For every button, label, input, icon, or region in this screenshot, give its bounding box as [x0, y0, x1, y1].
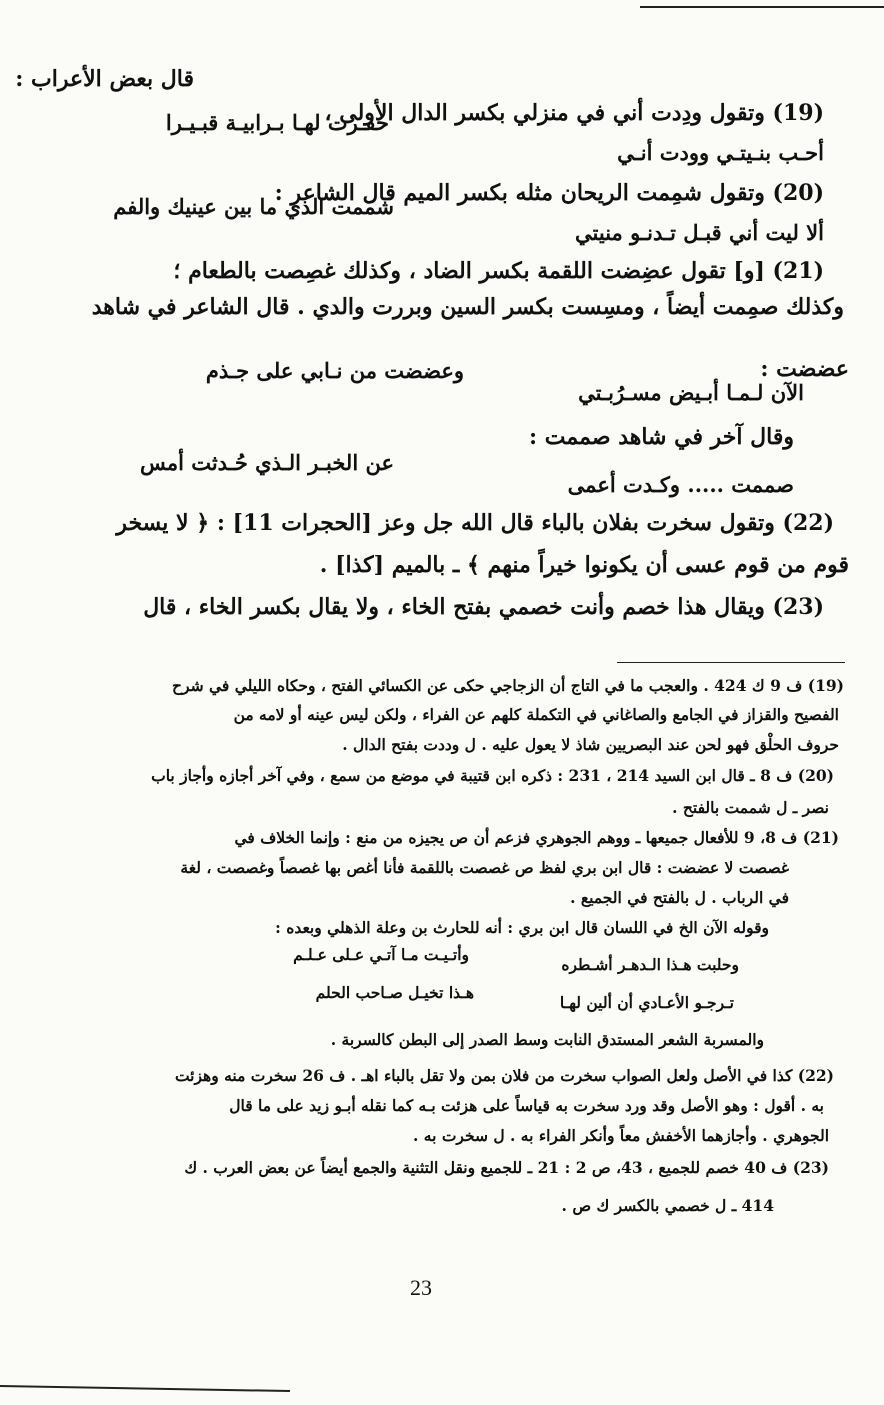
- footnote-line: (19) ف 9 ك 424 . والعجب ما في التاج أن الزجاجي حكى عن الكسائي الفتح ، وحكاه الليلي في شرح: [172, 676, 844, 695]
- page-number: 23: [410, 1275, 432, 1300]
- verse-first-hemistich: صممت ..... وكـدت أعمى: [567, 472, 794, 497]
- verse-first-hemistich: أحـب بنـيتـي وودت أنـي: [617, 140, 824, 165]
- verse-second-hemistich: وعضضت من نـابي على جـذم: [205, 358, 464, 383]
- footnote-line: (22) كذا في الأصل ولعل الصواب سخرت من فلان بمن ولا تقل بالباء اهـ . ف 26 سخرت منه وهزئت: [174, 1066, 834, 1085]
- footnote-line: 414 ـ ل خصمي بالكسر ك ص .: [561, 1196, 774, 1215]
- body-line: قوم من قوم عسى أن يكونوا خيراً منهم ﴾ ـ بالميم [كذا] .: [319, 552, 849, 578]
- footnote-line: به . أقول : وهو الأصل وقد ورد سخرت به قياساً على هزئت بـه كما نقله أبـو زيد على ما قال: [229, 1096, 824, 1115]
- footnote-line: (21) ف 8، 9 للأفعال جميعها ـ ووهم الجوهري فزعم أن ص يجيزه من منع : وإنما الخلاف في: [234, 828, 839, 847]
- body-line: (20) وتقول شمِمت الريحان مثله بكسر الميم قال الشاعر :: [274, 180, 824, 206]
- footnote-verse-first: تـرجـو الأعـادي أن ألين لهـا: [559, 993, 734, 1012]
- footnote-line: والمسربة الشعر المستدق النابت وسط الصدر إلى البطن كالسربة .: [330, 1030, 764, 1049]
- body-line: (21) [و] تقول عضِضت اللقمة بكسر الضاد ، وكذلك غصِصت بالطعام ؛: [173, 258, 824, 284]
- verse-first-hemistich: الآن لـمـا أبـيض مسـرُبـتي: [578, 380, 804, 405]
- footnote-line: نصر ـ ل شممت بالفتح .: [672, 798, 829, 817]
- body-line: (23) ويقال هذا خصم وأنت خصمي بفتح الخاء ، ولا يقال بكسر الخاء ، قال: [143, 594, 824, 620]
- footnote-verse-second: هـذا تخيـل صـاحب الحلم: [315, 983, 474, 1002]
- verse-second-hemistich: عن الخبـر الـذي حُـدثت أمس: [140, 450, 394, 475]
- verse-second-hemistich: شممت الذي ما بين عينيك والفم: [113, 194, 394, 219]
- verse-first-hemistich: ألا ليت أني قبـل تـدنـو منيتي: [575, 220, 824, 245]
- footnote-line: حروف الحلْق فهو لحن عند البصريين شاذ لا يعول عليه . ل وددت بفتح الدال .: [342, 735, 839, 754]
- footnote-separator: [617, 662, 845, 663]
- verse-second-hemistich: حفـرت لهـا بـرابيـة قبـيـرا: [165, 110, 389, 135]
- footnote-line: الفصيح والقزاز في الجامع والصاغاني في التكملة كلهم عن الفراء ، ولكن ليس عينه أو لامه من: [233, 705, 839, 724]
- footnote-line: وقوله الآن الخ في اللسان قال ابن بري : أنه للحارث بن وعلة الذهلي وبعده :: [275, 918, 769, 937]
- footnote-line: (20) ف 8 ـ قال ابن السيد 214 ، 231 : ذكره ابن قتيبة في موضع من سمع ، وفي آخر أجازه وأجاز باب: [151, 766, 834, 785]
- footnote-verse-second: وأتـيـت مـا آتـي عـلى عـلـم: [293, 945, 469, 964]
- footnote-verse-first: وحلبت هـذا الـدهـر أشـطره: [561, 955, 739, 974]
- footnote-line: في الرباب . ل بالفتح في الجميع .: [570, 888, 789, 907]
- footnote-line: غصصت لا عضضت : قال ابن بري لفظ ص غصصت باللقمة فأنا أغص بها غصصاً وغصصت ، لغة: [180, 858, 789, 877]
- body-line: وقال آخر في شاهد صممت :: [529, 424, 794, 450]
- body-line: عضضت :: [760, 356, 849, 382]
- footnote-line: (23) ف 40 خصم للجميع ، 43، ص 2 : 21 ـ للجميع ونقل التثنية والجمع أيضاً عن بعض العرب . ك: [184, 1158, 829, 1177]
- body-line: قال بعض الأعراب :: [15, 66, 194, 92]
- body-line: (22) وتقول سخرت بفلان بالباء قال الله جل وعز [الحجرات 11] : ﴿ لا يسخر: [116, 510, 834, 536]
- body-line: (19) وتقول ودِدت أني في منزلي بكسر الدال الأولى ،: [324, 100, 824, 126]
- body-line: وكذلك صمِمت أيضاً ، ومسِست بكسر السين وبررت والدي . قال الشاعر في شاهد: [91, 294, 844, 320]
- footnote-line: الجوهري . وأجازهما الأخفش معاً وأنكر الفراء به . ل سخرت به .: [413, 1126, 829, 1145]
